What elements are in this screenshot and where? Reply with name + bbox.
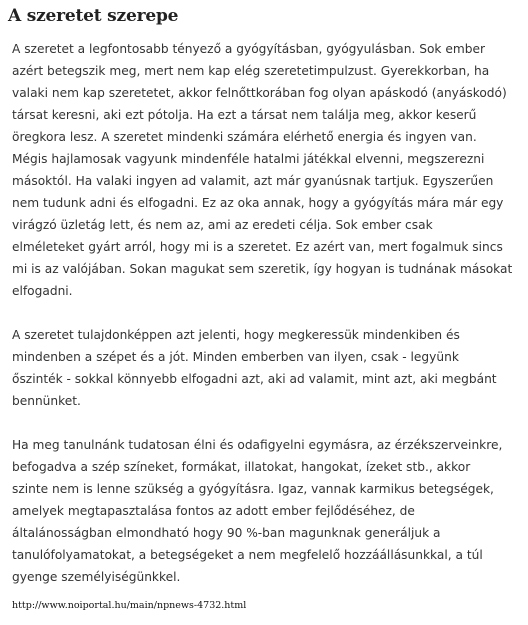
paragraph-line: azért betegszik meg, mert nem kap elég szeretetimpulzust. Gyerekkorban, ha: [12, 64, 490, 78]
paragraph-line: gyenge személyiségünkkel.: [12, 570, 181, 584]
article-title: A szeretet szerepe: [8, 6, 179, 26]
paragraph-line: A szeretet tulajdonképpen azt jelenti, hogy megkeressük mindenkiben és: [12, 328, 460, 342]
paragraph-line: másoktól. Ha valaki ingyen ad valamit, azt már gyanúsnak tartjuk. Egyszerűen: [12, 174, 494, 188]
paragraph-line: befogadva a szép színeket, formákat, illatokat, hangokat, ízeket stb., akkor: [12, 460, 471, 474]
paragraph-line: tanulófolyamatokat, a betegségeket a nem megfelelő hozzáállásunkkal, a túl: [12, 548, 483, 562]
paragraph-1: [12, 38, 520, 302]
paragraph-line: általánosságban elmondható hogy 90 %-ban magunknak generáljuk a: [12, 526, 441, 540]
paragraph-line: elméleteket gyárt arról, hogy mi is a szeretet. Ez azért van, mert fogalmuk sincs: [12, 240, 503, 254]
paragraph-line: társat keresni, aki ezt pótolja. Ha ezt a társat nem találja meg, akkor keserű: [12, 108, 477, 122]
paragraph-3: [12, 434, 520, 588]
paragraph-line: Ha meg tanulnánk tudatosan élni és odafigyelni egymásra, az érzékszerveinkre,: [12, 438, 503, 452]
paragraph-line: elfogadni.: [12, 284, 73, 298]
paragraph-line: virágzó üzletág lett, és nem az, ami az eredeti célja. Sok ember csak: [12, 218, 433, 232]
paragraph-line: A szeretet a legfontosabb tényező a gyógyításban, gyógyulásban. Sok ember: [12, 42, 485, 56]
paragraph-line: nem tudunk adni és elfogadni. Ez az oka annak, hogy a gyógyítás mára már egy: [12, 196, 504, 210]
paragraph-line: öregkora lesz. A szeretet mindenki számára elérhető energia és ingyen van.: [12, 130, 477, 144]
paragraph-2: [12, 324, 520, 412]
paragraph-line: mindenben a szépet és a jót. Minden emberben van ilyen, csak - legyünk: [12, 350, 459, 364]
article-body: [12, 38, 520, 610]
paragraph-line: mi is az valójában. Sokan magukat sem szeretik, így hogyan is tudnának másokat: [12, 262, 513, 276]
paragraph-line: szinte nem is lenne szükség a gyógyításra. Igaz, vannak karmikus betegségek,: [12, 482, 494, 496]
paragraph-line: őszinték - sokkal könnyebb elfogadni azt, aki ad valamit, mint azt, aki megbánt: [12, 372, 497, 386]
paragraph-line: Mégis hajlamosak vagyunk mindenféle hatalmi játékkal elvenni, megszerezni: [12, 152, 485, 166]
source-link[interactable]: http://www.noiportal.hu/main/npnews-4732.html: [12, 600, 247, 611]
paragraph-line: bennünket.: [12, 394, 81, 408]
paragraph-line: amelyek megtapasztalása fontos az adott ember fejlődéséhez, de: [12, 504, 415, 518]
paragraph-line: valaki nem kap szeretetet, akkor felnőttkorában fog olyan apáskodó (anyáskodó): [12, 86, 507, 100]
